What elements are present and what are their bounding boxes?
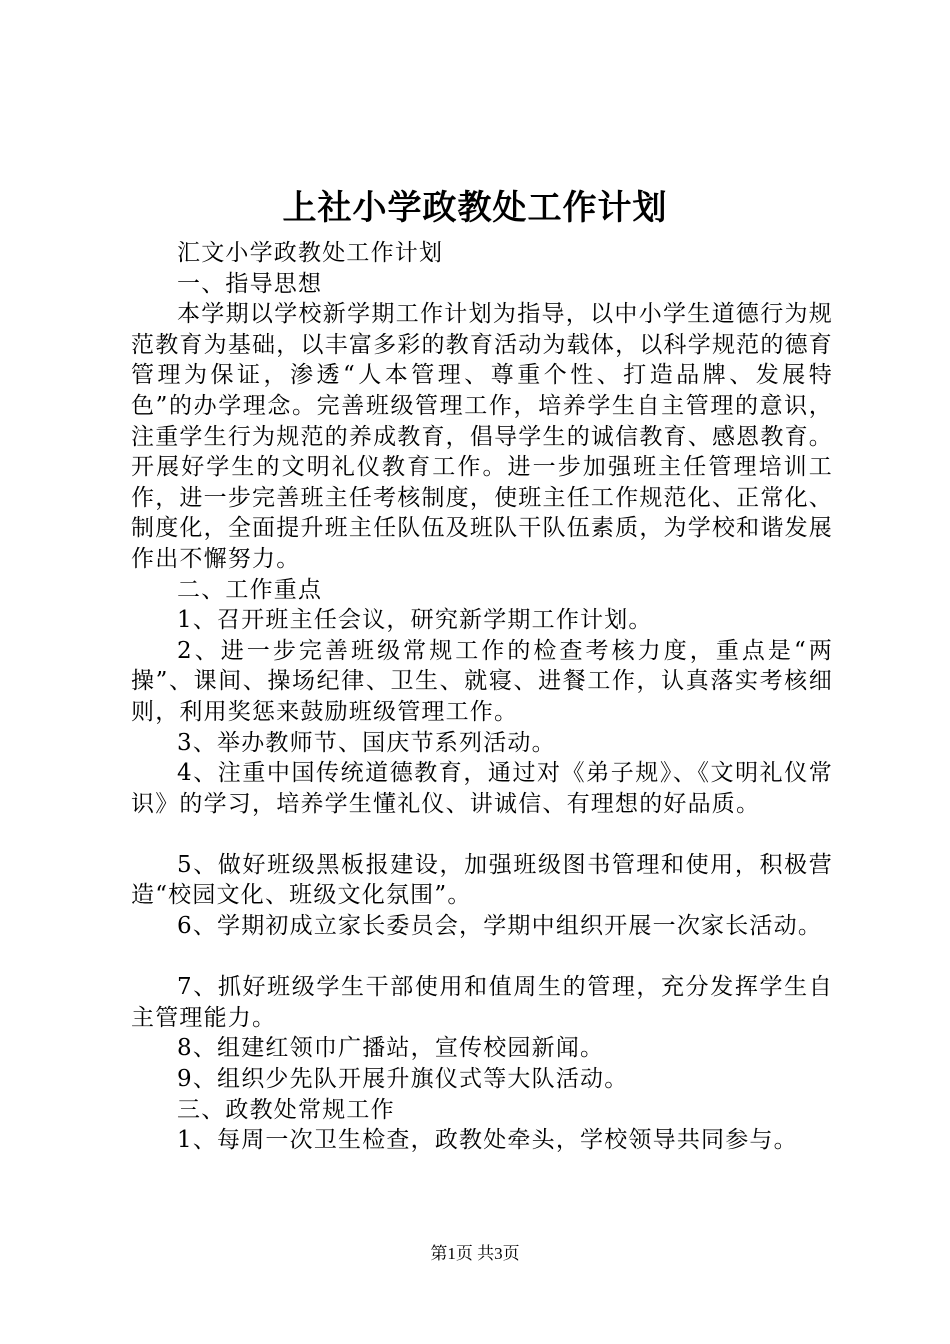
- work-focus-item-2: 2、进一步完善班级常规工作的检查考核力度，重点是“两操”、课间、操场纪律、卫生、就寝、进餐工作，认真落实考核细则，利用奖惩来鼓励班级管理工作。: [131, 637, 833, 725]
- routine-work-item-1: 1、每周一次卫生检查，政教处牵头，学校领导共同参与。: [177, 1127, 798, 1154]
- blank-line: [131, 819, 833, 850]
- work-focus-item-9: 9、组织少先队开展升旗仪式等大队活动。: [177, 1066, 629, 1093]
- work-focus-item-5: 5、做好班级黑板报建设，加强班级图书管理和使用，积极营造“校园文化、班级文化氛围”。: [131, 851, 833, 909]
- section-heading-routine-work: 三、政教处常规工作: [177, 1096, 395, 1123]
- document-title: 上社小学政教处工作计划: [282, 188, 668, 228]
- section-heading-guiding-thought: 一、指导思想: [177, 270, 323, 297]
- subtitle: 汇文小学政教处工作计划: [177, 240, 444, 266]
- document-body: [131, 238, 833, 1156]
- page-number-footer: 第1页 共3页: [430, 1244, 520, 1263]
- guiding-thought-paragraph: 本学期以学校新学期工作计划为指导，以中小学生道德行为规范教育为基础，以丰富多彩的教育活动为载体，以科学规范的德育管理为保证，渗透“人本管理、尊重个性、打造品牌、发展特色”的办学理念。完善班级管理工作，培养学生自主管理的意识，注重学生行为规范的养成教育，倡导学生的诚信教育、感恩教育。开展好学生的文明礼仪教育工作。进一步加强班主任管理培训工作，进一步完善班主任考核制度，使班主任工作规范化、正常化、制度化，全面提升班主任队伍及班队干队伍素质，为学校和谐发展作出不懈努力。: [131, 301, 833, 572]
- work-focus-item-1: 1、召开班主任会议，研究新学期工作计划。: [177, 607, 653, 634]
- work-focus-item-7: 7、抓好班级学生干部使用和值周生的管理，充分发挥学生自主管理能力。: [131, 974, 833, 1031]
- work-focus-item-4: 4、注重中国传统道德教育，通过对《弟子规》、《文明礼仪常识》的学习，培养学生懂礼仪、讲诚信、有理想的好品质。: [131, 760, 833, 817]
- section-heading-work-focus: 二、工作重点: [177, 576, 323, 603]
- work-focus-item-3: 3、举办教师节、国庆节系列活动。: [177, 729, 556, 756]
- work-focus-item-6: 6、学期初成立家长委员会，学期中组织开展一次家长活动。: [177, 913, 823, 940]
- work-focus-item-8: 8、组建红领巾广播站，宣传校园新闻。: [177, 1035, 605, 1062]
- blank-line: [131, 942, 833, 973]
